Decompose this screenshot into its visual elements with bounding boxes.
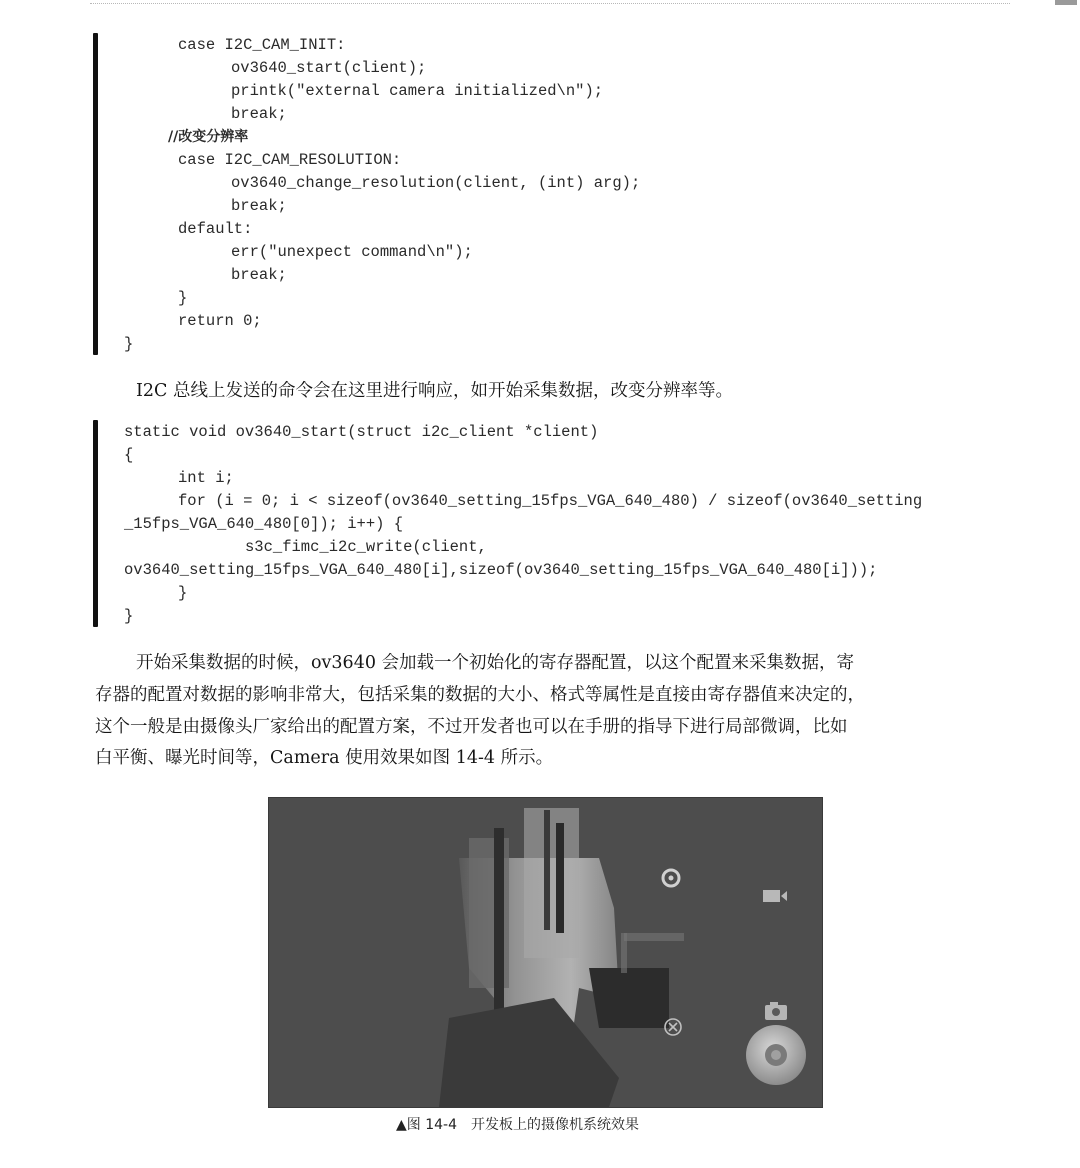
code-line: //改变分辨率 [168, 129, 249, 145]
code-line: ov3640_change_resolution(client, (int) arg); [231, 174, 641, 192]
code-line: case I2C_CAM_RESOLUTION: [178, 151, 402, 169]
code-line: err("unexpect command\n"); [231, 243, 473, 261]
code-line: } [178, 289, 188, 307]
code-line: } [124, 335, 134, 353]
paragraph-line: 存器的配置对数据的影响非常大，包括采集的数据的大小、格式等属性是直接由寄存器值来决定的， [95, 685, 865, 705]
code-line: static void ov3640_start(struct i2c_client *client) [124, 423, 599, 441]
code-block-bar [93, 420, 98, 627]
figure-caption: ▲图 14-4 开发板上的摄像机系统效果 [396, 1117, 639, 1133]
code-line: break; [231, 105, 287, 123]
code-line: case I2C_CAM_INIT: [178, 36, 346, 54]
paragraph-line: 开始采集数据的时候，ov3640 会加载一个初始化的寄存器配置，以这个配置来采集数据，寄 [136, 653, 855, 673]
code-line: ov3640_setting_15fps_VGA_640_480[i],sizeof(ov3640_setting_15fps_VGA_640_480[i])); [124, 561, 878, 579]
corner-mark [1055, 0, 1077, 5]
code-line: } [124, 607, 134, 625]
code-line: printk("external camera initialized\n"); [231, 82, 604, 100]
code-line: { [124, 446, 134, 464]
code-line: for (i = 0; i < sizeof(ov3640_setting_15fps_VGA_640_480) / sizeof(ov3640_setting [178, 492, 923, 510]
shutter-button[interactable] [746, 1025, 806, 1085]
code-line: return 0; [178, 312, 262, 330]
code-line: int i; [178, 469, 234, 487]
code-line: s3c_fimc_i2c_write(client, [245, 538, 487, 556]
page-top-rule [90, 3, 1010, 4]
paragraph-line: 白平衡、曝光时间等，Camera 使用效果如图 14-4 所示。 [95, 748, 554, 768]
code-line: break; [231, 197, 287, 215]
code-block-bar [93, 33, 98, 355]
code-line: break; [231, 266, 287, 284]
code-line: _15fps_VGA_640_480[0]); i++) { [124, 515, 404, 533]
camera-preview-scene [269, 798, 822, 1107]
code-line: } [178, 584, 188, 602]
code-line: ov3640_start(client); [231, 59, 427, 77]
paragraph-i2c-response: I2C 总线上发送的命令会在这里进行响应，如开始采集数据，改变分辨率等。 [136, 381, 733, 401]
paragraph-line: 这个一般是由摄像头厂家给出的配置方案，不过开发者也可以在手册的指导下进行局部微调，比如 [95, 717, 848, 737]
camera-preview-figure [268, 797, 823, 1108]
code-line: default: [178, 220, 253, 238]
